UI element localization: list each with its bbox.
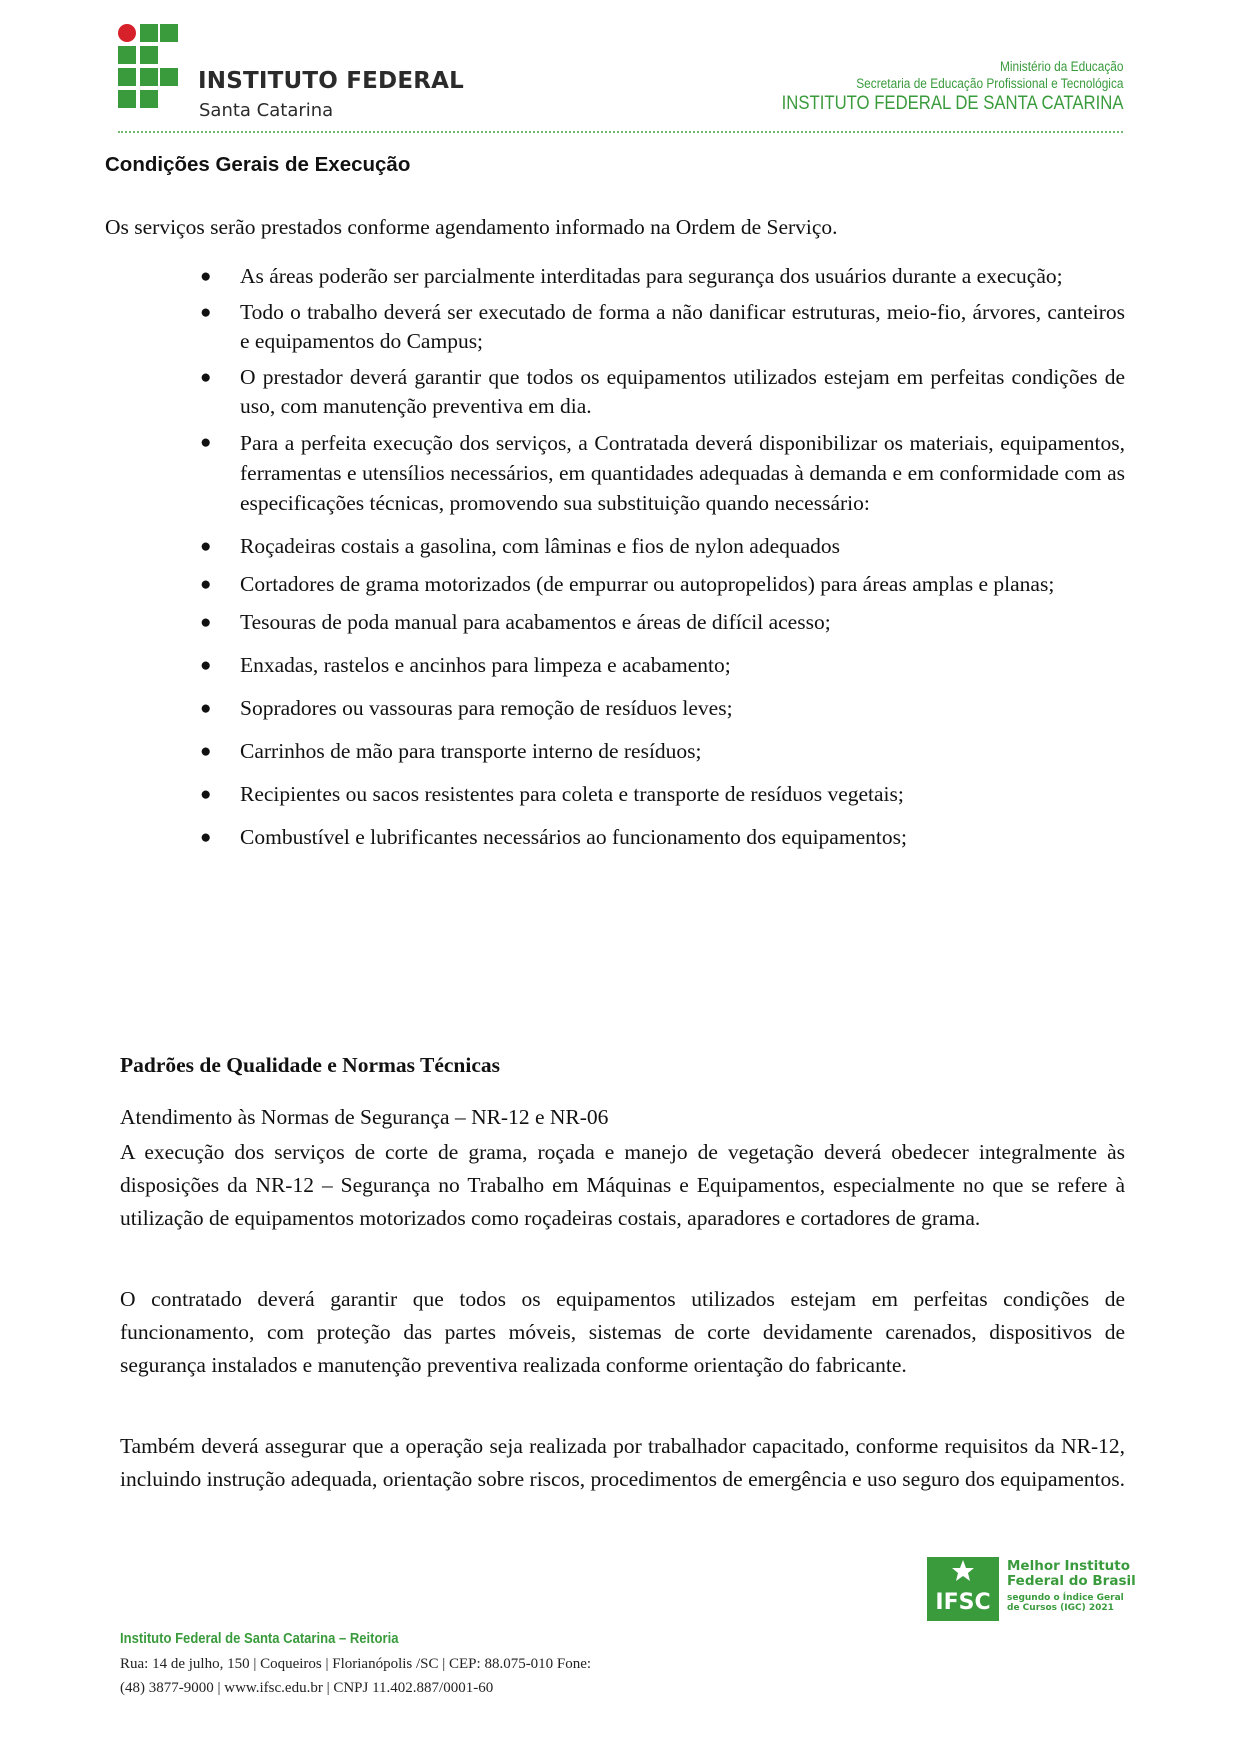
section-title-conditions: Condições Gerais de Execução bbox=[105, 153, 411, 176]
ifsc-logo bbox=[118, 24, 478, 124]
bullet-icon: ● bbox=[200, 784, 212, 805]
bullet-icon: ● bbox=[200, 655, 212, 676]
paragraph: Também deverá assegurar que a operação seja realizada por trabalhador capacitado, conforme requisitos da NR-12, incluindo instrução adequada, orientação sobre riscos, procedimentos de emergência e uso seguro dos equipamentos. bbox=[120, 1434, 1126, 1491]
footer-address: Rua: 14 de julho, 150 | Coqueiros | Florianópolis /SC | CEP: 88.075-010 Fone: bbox=[120, 1656, 592, 1672]
section-subtitle-nr: Atendimento às Normas de Segurança – NR-12 e NR-06 bbox=[120, 1105, 609, 1129]
bullet-icon: ● bbox=[200, 574, 212, 595]
header-secretaria: Secretaria de Educação Profissional e Tecnológica bbox=[855, 76, 1123, 91]
bullet-icon: ● bbox=[200, 367, 212, 388]
list-item: ● Roçadeiras costais a gasolina, com lâminas e fios de nylon adequados bbox=[200, 532, 1125, 561]
star-icon bbox=[927, 1557, 999, 1621]
list-item: ● Enxadas, rastelos e ancinhos para limpeza e acabamento; bbox=[200, 651, 1125, 680]
badge-ifsc-box bbox=[927, 1557, 999, 1621]
section-title-quality: Padrões de Qualidade e Normas Técnicas bbox=[120, 1053, 501, 1077]
badge-caption bbox=[1007, 1593, 1124, 1613]
bullet-icon: ● bbox=[200, 302, 212, 323]
list-item: ● Carrinhos de mão para transporte interno de resíduos; bbox=[200, 737, 1125, 766]
logo-subtitle: Santa Catarina bbox=[199, 100, 334, 121]
badge-line3: segundo o Índice Geral bbox=[1007, 1593, 1124, 1603]
list-item: ● Tesouras de poda manual para acabamentos e áreas de difícil acesso; bbox=[200, 608, 1125, 637]
footer-title: Instituto Federal de Santa Catarina – Reitoria bbox=[120, 1631, 399, 1647]
header-ministry-block bbox=[735, 58, 1124, 116]
bullet-icon: ● bbox=[200, 432, 212, 453]
list-item: ● O prestador deverá garantir que todos os equipamentos utilizados estejam em perfeitas condições de uso, com manutenção preventiva em dia. bbox=[200, 365, 1125, 418]
list-item: ● Combustível e lubrificantes necessários ao funcionamento dos equipamentos; bbox=[200, 823, 1125, 852]
ifsc-logo-icon bbox=[118, 24, 178, 124]
bullet-icon: ● bbox=[200, 827, 212, 848]
list-item: ● Recipientes ou sacos resistentes para coleta e transporte de resíduos vegetais; bbox=[200, 780, 1125, 809]
badge-line2: Federal do Brasil bbox=[1007, 1573, 1136, 1589]
bullet-icon: ● bbox=[200, 741, 212, 762]
list-item: ● Sopradores ou vassouras para remoção de resíduos leves; bbox=[200, 694, 1125, 723]
list-item: ● Para a perfeita execução dos serviços, a Contratada deverá disponibilizar os materiais, equipamentos, ferramentas e utensílios necessários, em quantidades adequadas à demanda e em conformidade com as especificações técnicas, promovendo sua substituição quando necessário: bbox=[200, 428, 1125, 518]
intro-text: Os serviços serão prestados conforme agendamento informado na Ordem de Serviço. bbox=[105, 215, 838, 239]
logo-title: INSTITUTO FEDERAL bbox=[198, 68, 465, 94]
conditions-list bbox=[200, 262, 1125, 852]
list-item: ● As áreas poderão ser parcialmente interditadas para segurança dos usuários durante a execução; bbox=[200, 262, 1125, 291]
list-item: ● Cortadores de grama motorizados (de empurrar ou autopropelidos) para áreas amplas e planas; bbox=[200, 570, 1125, 599]
award-badge bbox=[927, 1557, 1136, 1625]
bullet-icon: ● bbox=[200, 698, 212, 719]
badge-line4: de Cursos (IGC) 2021 bbox=[1007, 1603, 1114, 1613]
paragraph: O contratado deverá garantir que todos os equipamentos utilizados estejam em perfeitas condições de funcionamento, com proteção das partes móveis, sistemas de corte devidamente carenados, dispositivos de segurança instalados e manutenção preventiva realizada conforme orientação do fabricante. bbox=[120, 1287, 1125, 1377]
header-divider bbox=[118, 131, 1123, 133]
badge-headline bbox=[1007, 1559, 1136, 1589]
bullet-icon: ● bbox=[200, 612, 212, 633]
bullet-icon: ● bbox=[200, 536, 212, 557]
paragraph: A execução dos serviços de corte de grama, roçada e manejo de vegetação deverá obedecer integralmente às disposições da NR-12 – Segurança no Trabalho em Máquinas e Equipamentos, especialmente no que se refere à utilização de equipamentos motorizados como roçadeiras costais, aparadores e cortadores de grama. bbox=[120, 1140, 1125, 1230]
bullet-icon: ● bbox=[200, 266, 212, 287]
list-item: ● Todo o trabalho deverá ser executado de forma a não danificar estruturas, meio-fio, árvores, canteiros e equipamentos do Campus; bbox=[200, 300, 1125, 353]
footer-contact: (48) 3877-9000 | www.ifsc.edu.br | CNPJ 11.402.887/0001-60 bbox=[120, 1680, 494, 1696]
header-ministry: Ministério da Educação bbox=[999, 59, 1123, 74]
badge-abbr: IFSC bbox=[935, 1590, 991, 1615]
header-institute: INSTITUTO FEDERAL DE SANTA CATARINA bbox=[781, 93, 1123, 114]
badge-line1: Melhor Instituto bbox=[1007, 1558, 1131, 1574]
